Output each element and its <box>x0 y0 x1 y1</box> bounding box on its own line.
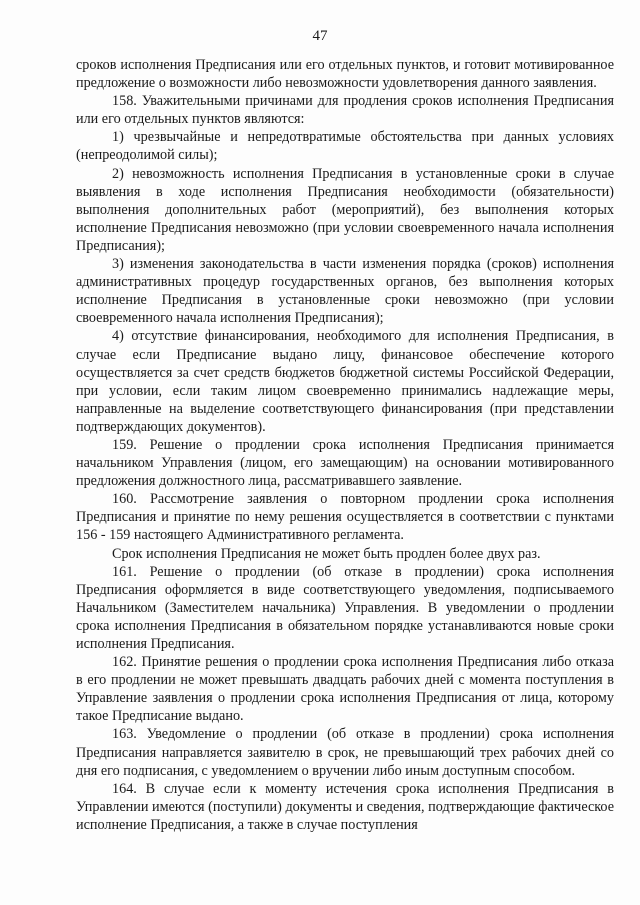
paragraph-158-item-1: 1) чрезвычайные и непредотвратимые обстоятельства при данных условиях (непреодолимой силы); <box>76 129 614 164</box>
paragraph-162: 162. Принятие решения о продлении срока исполнения Предписания либо отказа в его продлении не может превышать двадцать рабочих дней с момента поступления в Управление заявления о продлении срока исполнения Предписания от лица, которому такое Предписание выдано. <box>76 654 614 725</box>
paragraph-160-note: Срок исполнения Предписания не может быть продлен более двух раз. <box>112 545 541 562</box>
paragraph-0: сроков исполнения Предписания или его отдельных пунктов, и готовит мотивированное предложение о возможности либо невозможности удовлетворения данного заявления. <box>76 57 614 92</box>
body-text <box>76 56 614 834</box>
paragraph-163: 163. Уведомление о продлении (об отказе в продлении) срока исполнения Предписания направляется заявителю в срок, не превышающий трех рабочих дней со дня его подписания, с уведомлением о вручении либо иным доступным способом. <box>76 726 614 779</box>
paragraph-158: 158. Уважительными причинами для продления сроков исполнения Предписания или его отдельных пунктов являются: <box>76 93 614 128</box>
paragraph-160: 160. Рассмотрение заявления о повторном продлении срока исполнения Предписания и принятие по нему решения осуществляется в соответствии с пунктами 156 - 159 настоящего Административного регламента. <box>76 491 614 544</box>
paragraph-158-item-2: 2) невозможность исполнения Предписания в установленные сроки в случае выявления в ходе исполнения Предписания необходимости (обязательности) выполнения дополнительных работ (мероприятий), без выполнения которых исполнение Предписания невозможно (при условии своевременного начала исполнения Предписания); <box>76 165 614 254</box>
paragraph-158-item-4: 4) отсутствие финансирования, необходимого для исполнения Предписания, в случае если Предписание выдано лицу, финансовое обеспечение которого осуществляется за счет средств бюджетов бюджетной системы Российской Федерации, при условии, если таким лицом своевременно принимались надлежащие меры, направленные на выделение соответствующего финансирования (при представлении подтверждающих документов). <box>76 328 614 435</box>
paragraph-159: 159. Решение о продлении срока исполнения Предписания принимается начальником Управления (лицом, его замещающим) на основании мотивированного предложения должностного лица, рассматривавшего заявление. <box>76 436 614 490</box>
paragraph-158-item-3: 3) изменения законодательства в части изменения порядка (сроков) исполнения административных процедур государственных органов, без выполнения которых исполнение Предписания в установленные сроки невозможно (при условии своевременного начала исполнения Предписания); <box>76 256 614 327</box>
paragraph-164: 164. В случае если к моменту истечения срока исполнения Предписания в Управлении имеются (поступили) документы и сведения, подтверждающие фактическое исполнение Предписания, а также в случае поступления <box>76 780 614 833</box>
page-number: 47 <box>312 28 328 44</box>
paragraph-161: 161. Решение о продлении (об отказе в продлении) срока исполнения Предписания оформляется в виде соответствующего уведомления, подписываемого Начальником (Заместителем начальника) Управления. В уведомлении о продлении срока исполнения Предписания в обязательном порядке устанавливаются новые сроки исполнения Предписания. <box>76 563 614 652</box>
